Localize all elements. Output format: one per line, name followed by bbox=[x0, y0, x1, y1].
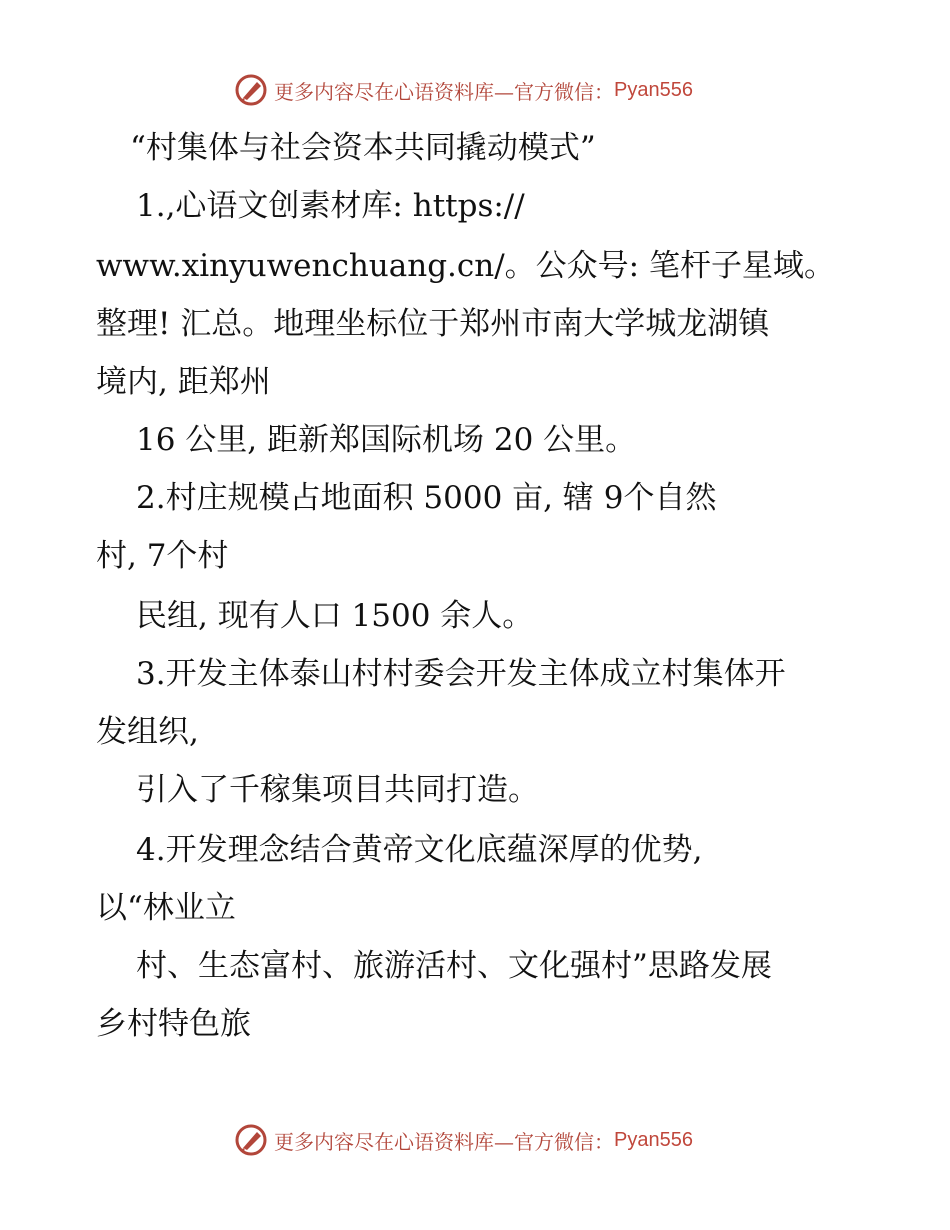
text-line: 2.村庄规模占地面积 5000 亩, 辖 9个自然 bbox=[136, 480, 717, 516]
banner-wechat-id: Pyan556 bbox=[614, 1128, 693, 1151]
document-title: “村集体与社会资本共同撬动模式” bbox=[130, 130, 596, 166]
text-line: 发组织, bbox=[96, 714, 199, 750]
text-line: 3.开发主体泰山村村委会开发主体成立村集体开 bbox=[136, 656, 786, 692]
text-line: 引入了千稼集项目共同打造。 bbox=[136, 772, 539, 808]
banner-wechat-id: Pyan556 bbox=[614, 78, 693, 101]
text-line: 16 公里, 距新郑国际机场 20 公里。 bbox=[136, 422, 637, 458]
pen-logo-icon bbox=[234, 73, 268, 107]
text-line: 以“林业立 bbox=[96, 890, 236, 926]
header-watermark bbox=[234, 70, 693, 110]
text-line: 境内, 距郑州 bbox=[96, 364, 271, 400]
footer-watermark bbox=[234, 1120, 693, 1160]
text-line: www.xinyuwenchuang.cn/。公众号: 笔杆子星域。 bbox=[96, 248, 835, 284]
text-line: 民组, 现有人口 1500 余人。 bbox=[136, 598, 534, 634]
text-line: 乡村特色旅 bbox=[96, 1006, 251, 1042]
text-line: 整理! 汇总。地理坐标位于郑州市南大学城龙湖镇 bbox=[96, 306, 770, 342]
text-line: 村, 7个村 bbox=[96, 538, 229, 574]
text-line: 4.开发理念结合黄帝文化底蕴深厚的优势, bbox=[136, 832, 703, 868]
pen-logo-icon bbox=[234, 1123, 268, 1157]
banner-text: 更多内容尽在心语资料库—官方微信： bbox=[274, 1129, 614, 1154]
text-line: 村、生态富村、旅游活村、文化强村”思路发展 bbox=[136, 948, 772, 984]
text-line: 1.,心语文创素材库: https:// bbox=[136, 188, 525, 224]
banner-text: 更多内容尽在心语资料库—官方微信： bbox=[274, 79, 614, 104]
